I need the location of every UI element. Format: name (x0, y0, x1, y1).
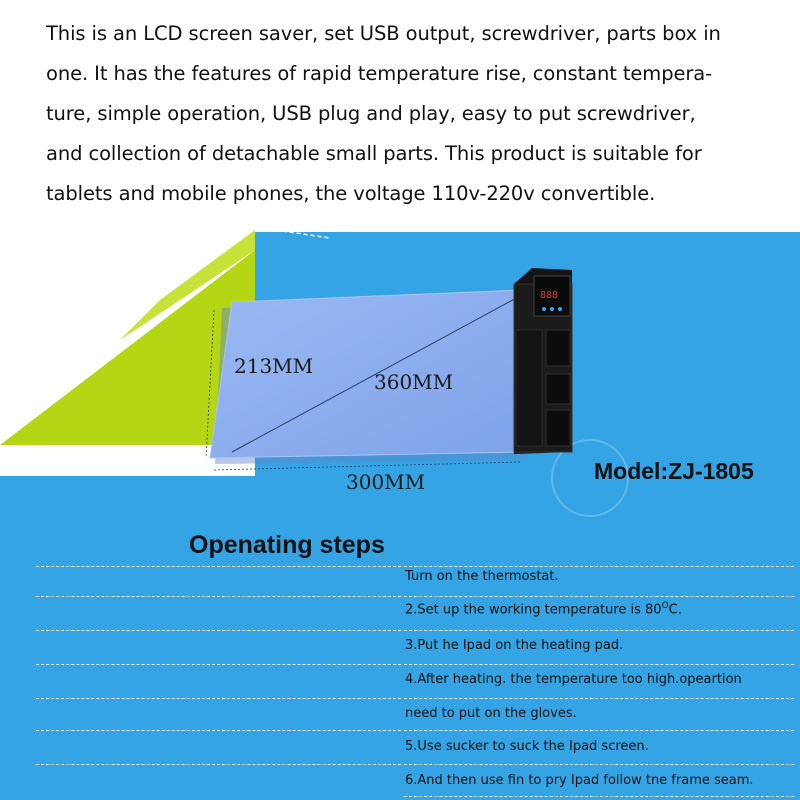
dashed-divider (36, 596, 401, 597)
dashed-divider (404, 566, 794, 567)
dashed-divider (36, 664, 401, 665)
step-item (405, 601, 682, 617)
degree-symbol: O (661, 601, 669, 611)
description-line: ture, simple operation, USB plug and play, easy to put screwdriver, (46, 102, 696, 125)
description-line: and collection of detachable small parts. This product is suitable for (46, 142, 702, 165)
dashed-divider (36, 566, 401, 567)
step-item: 4.After heating. the temperature too high.opeartion (405, 672, 742, 687)
height-dimension-label: 213MM (234, 354, 314, 378)
dashed-divider (404, 730, 794, 731)
product-description (46, 14, 786, 214)
dashed-divider (36, 764, 401, 765)
dashed-divider (36, 730, 401, 731)
dashed-divider (404, 698, 794, 699)
dashed-divider (404, 796, 794, 797)
dashed-divider (404, 630, 794, 631)
diagonal-dimension-label: 360MM (374, 370, 454, 394)
dashed-divider (404, 596, 794, 597)
description-line: This is an LCD screen saver, set USB output, screwdriver, parts box in (46, 22, 721, 45)
step-item: 6.And then use fin to pry Ipad follow tne frame seam. (405, 773, 754, 788)
description-line: tablets and mobile phones, the voltage 110v-220v convertible. (46, 182, 656, 205)
dashed-divider (404, 664, 794, 665)
step-item: 5.Use sucker to suck the Ipad screen. (405, 739, 649, 754)
parts-compartment-2 (546, 374, 570, 404)
step-text: 2.Set up the working temperature is 80 (405, 602, 662, 618)
parts-compartment-3 (546, 410, 570, 446)
temperature-unit: C. (668, 602, 682, 618)
svg-text:888: 888 (540, 290, 559, 301)
parts-compartment-1 (546, 330, 570, 366)
model-label: Model:ZJ-1805 (594, 458, 754, 484)
step-item: need to put on the gloves. (405, 706, 577, 721)
dashed-divider (36, 630, 401, 631)
dashed-divider (404, 764, 794, 765)
step-item: Turn on the thermostat. (405, 569, 559, 584)
dashed-divider (36, 698, 401, 699)
step-item: 3.Put he Ipad on the heating pad. (405, 638, 624, 653)
width-dimension-label: 300MM (346, 470, 426, 494)
description-line: one. It has the features of rapid temperature rise, constant tempera- (46, 62, 713, 85)
steps-title: Openating steps (189, 531, 385, 559)
